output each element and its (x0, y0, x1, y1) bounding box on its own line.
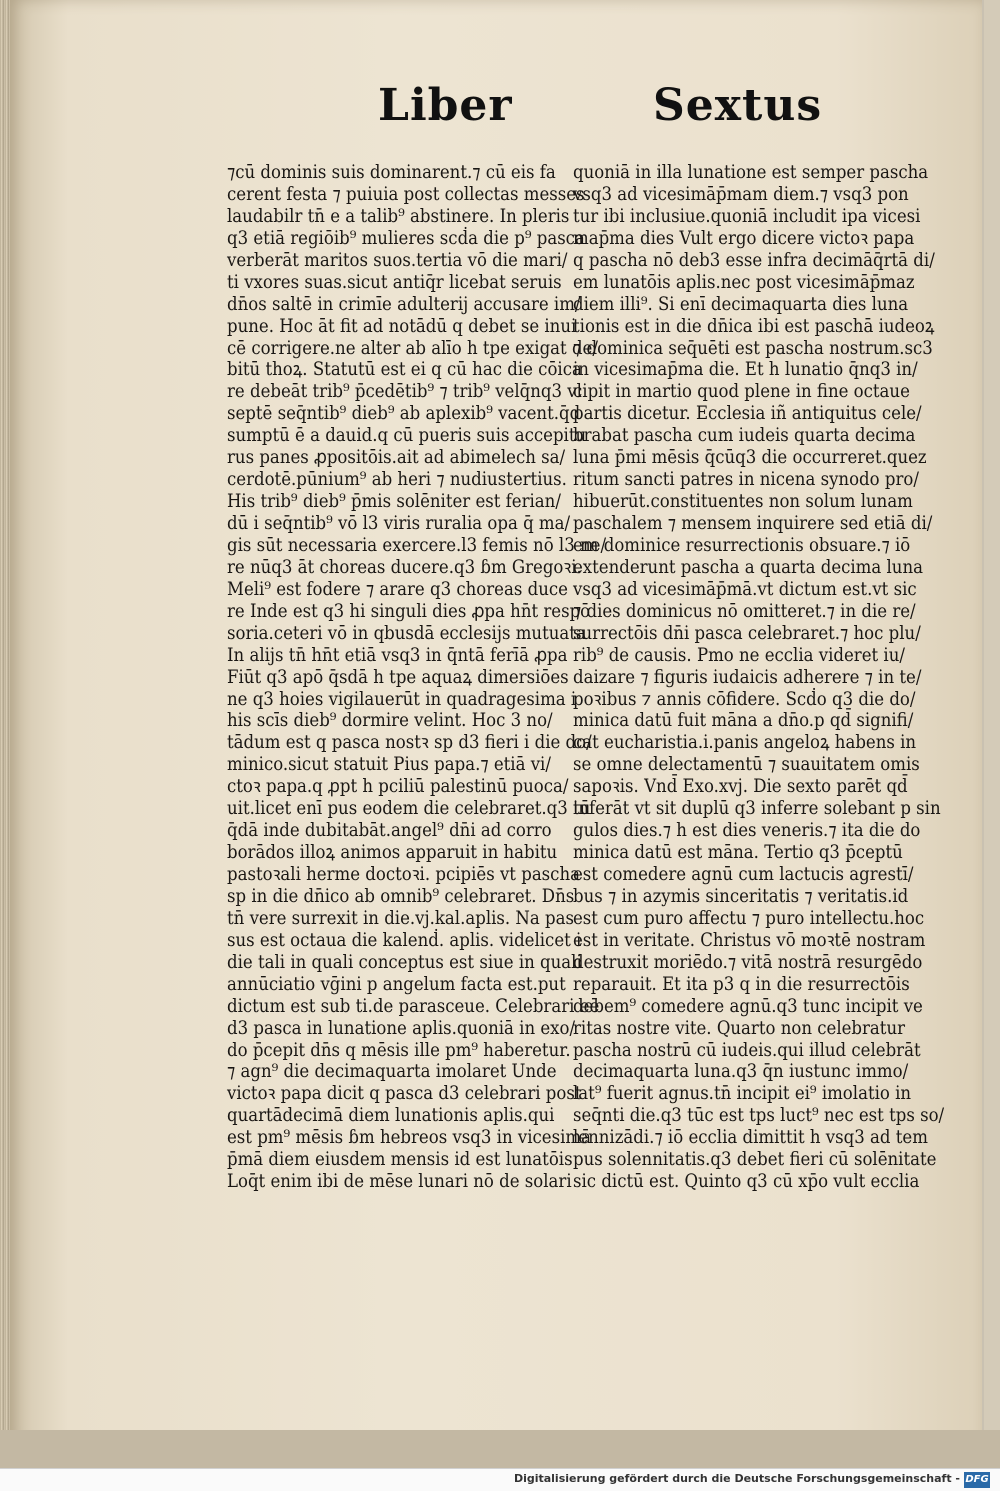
book-bottom-shadow (0, 1430, 1000, 1468)
text-line: His trib⁹ dieb⁹ p̄mis solēniter est ferian/ (227, 491, 561, 513)
text-line: soria.ceteri vō in qbusdā ecclesijs mutuata (227, 622, 586, 644)
text-line: hibuerūt.constituentes non solum lunam (573, 491, 913, 513)
text-line: vsq3 ad vicesimāp̄mā.vt dictum est.vt sic (573, 578, 917, 600)
text-line: tn̄ vere surrexit in die.vj.kal.aplis. Na pas (227, 907, 575, 929)
text-line: ⁊cū dominis suis dominarent.⁊ cū eis fa (227, 162, 556, 183)
text-line: est in veritate. Christus vō moꝛtē nostram (573, 929, 926, 951)
text-line: em dominice resurrectionis obsuare.⁊ iō (573, 534, 911, 556)
text-line: bus ⁊ in azymis sinceritatis ⁊ veritatis.id (573, 885, 909, 907)
text-line: die tali in quali conceptus est siue in quali (227, 951, 582, 973)
text-line: Loq̄t enim ibi de mēse lunari nō de solari (227, 1171, 572, 1193)
text-line: gis sūt necessaria exercere.l3 femis nō l3 ne/ (227, 534, 607, 556)
text-line: dū i seq̄ntib⁹ vō l3 viris ruralia opa q̄ ma/ (227, 513, 571, 534)
text-line: ritum sancti patres in nicena synodo pro/ (573, 469, 919, 491)
text-line: se omne delectamentū ⁊ suauitatem omis (573, 754, 920, 776)
text-line: lat⁹ fuerit agnus.tn̄ incipit ei⁹ imolatio in (573, 1083, 912, 1105)
text-line: paschalem ⁊ mensem inquirere sed etiā di/ (573, 513, 933, 534)
text-line: extenderunt pascha a quarta decima luna (573, 556, 924, 578)
text-line: ritas nostre vite. Quarto non celebratur (573, 1017, 906, 1039)
text-line: ti vxores suas.sicut antiq̄r licebat seruis (227, 271, 562, 293)
text-line: dictum est sub ti.de parasceue. Celebrari eē (227, 995, 600, 1017)
running-head-right: Sextus (653, 80, 823, 131)
text-line: quartādecimā diem lunationis aplis.qui (227, 1105, 555, 1127)
text-line: laudabilr tn̄ e a talib⁹ abstinere. In pleris (227, 205, 570, 227)
text-line: inferāt vt sit duplū q3 inferre solebant p sin (573, 798, 941, 820)
text-line: q̄dā inde dubitabāt.angel⁹ dn̄i ad corro (227, 820, 552, 842)
text-line: In alijs tn̄ hn̄t etiā vsq3 in q̄ntā ferīā ꝓpa (227, 644, 568, 666)
text-line: minica datū fuit māna a dn̄o.p qd̄ signifi/ (573, 710, 914, 732)
text-line: est cum puro affectu ⁊ puro intellectu.hoc (573, 907, 925, 929)
text-line: minico.sicut statuit Pius papa.⁊ etiā vi/ (227, 754, 551, 776)
text-line: cerent festa ⁊ puiuia post collectas messes (227, 183, 585, 205)
text-line: ⁊ dominica seq̄uēti est pascha nostrum.sc3 (573, 337, 933, 359)
text-line: uit.licet enī pus eodem die celebraret.q3 tū (227, 798, 591, 820)
text-line: pascha nostrū cū iudeis.qui illud celebrāt (573, 1039, 921, 1061)
text-line: Fiūt q3 apō q̄sdā h tpe aquaꝝ dimersiōes (227, 666, 569, 688)
text-line: sic dictū est. Quinto q3 cū xp̄o vult ecclia (573, 1171, 920, 1193)
footer-bar (0, 1468, 1000, 1491)
text-line: seq̄nti die.q3 tūc est tps luct⁹ nec est tps so/ (573, 1105, 945, 1127)
text-line: dn̄os saltē in crimīe adulterij accusare im/ (227, 293, 581, 315)
text-line: victoꝛ papa dicit q pasca d3 celebrari post (227, 1083, 582, 1105)
text-line: d3 pasca in lunatione aplis.quoniā in exo/ (227, 1017, 576, 1039)
text-line: annūciatio vḡini p angelum facta est.put (227, 973, 566, 995)
text-line: gulos dies.⁊ h est dies veneris.⁊ ita die do (573, 820, 921, 842)
text-line: re nūq3 āt choreas ducere.q3 ɓm Gregoꝛi. (227, 556, 582, 578)
text-line: sp in die dn̄ico ab omnib⁹ celebraret. Dn̄s (227, 885, 575, 907)
text-line: decimaquarta luna.q3 q̄n iustunc immo/ (573, 1061, 909, 1083)
text-line: luna p̄mi mēsis q̄cūq3 die occurreret.quez (573, 447, 927, 469)
text-line: septē seq̄ntib⁹ dieb⁹ ab aplexib⁹ vacent.q̄d (227, 403, 581, 425)
text-line: borādos illoꝝ animos apparuit in habitu (227, 842, 558, 864)
text-line: re debeāt trib⁹ p̄cedētib⁹ ⁊ trib⁹ velq̄nq3 vl (227, 381, 582, 403)
text-line: ⁊ agn⁹ die decimaquarta imolaret Unde (227, 1061, 557, 1083)
text-line: partis dicetur. Ecclesia iñ antiquitus cele/ (573, 403, 922, 425)
text-line: poꝛibus ⁊ annis cōfidere. Scḋo q3 die do/ (573, 688, 916, 710)
text-line: rus panes ꝓpositōis.ait ad abimelech sa/ (227, 447, 566, 469)
running-head-left: Liber (378, 80, 513, 131)
text-line: surrectōis dn̄i pasca celebraret.⁊ hoc plu/ (573, 622, 921, 644)
text-line: do p̄cepit dn̄s q mēsis ille pm⁹ haberetur. (227, 1039, 571, 1061)
dfg-logo: DFG (964, 1472, 990, 1488)
text-line: sumptū ē a dauid.q cū pueris suis accepitu (227, 425, 587, 447)
text-line: q pascha nō deb3 esse infra decimāq̄rtā di/ (573, 249, 935, 271)
text-line: bitū thoꝝ. Statutū est ei q cū hac die cōica (227, 359, 582, 381)
text-line: pune. Hoc āt fit ad notādū q debet se inui (227, 315, 577, 337)
text-line: tur ibi inclusiue.quoniā includit ipa vicesi (573, 205, 921, 227)
text-line: reparauit. Et ita p3 q in die resurrectōis (573, 973, 910, 995)
text-line: brabat pascha cum iudeis quarta decima (573, 425, 916, 447)
text-line: diem illi⁹. Si enī decimaquarta dies luna (573, 293, 909, 315)
text-line: minica datū est māna. Tertio q3 p̄ceptū (573, 842, 903, 864)
text-line: pastoꝛali herme doctoꝛi. pcipiēs vt pascha (227, 864, 580, 885)
text-line: quoniā in illa lunatione est semper pascha (573, 162, 929, 183)
text-line: map̄ma dies Vult ergo dicere victoꝛ papa (573, 227, 915, 249)
text-line: cat eucharistia.i.panis angeloꝝ habens in (573, 732, 917, 754)
text-line: daizare ⁊ figuris iudaicis adherere ⁊ in te/ (573, 666, 922, 688)
text-line: ctoꝛ papa.q ꝓpt h pciliū palestinū puoca/ (227, 776, 569, 798)
text-line: q3 etiā regiōib⁹ mulieres scḋa die p⁹ pasca (227, 227, 585, 249)
text-line: cipit in martio quod plene in fine octaue (573, 381, 910, 403)
funding-note: Digitalisierung gefördert durch die Deutsche Forschungsgemeinschaft - (513, 1472, 960, 1485)
text-line: rib⁹ de causis. Pmo ne ecclia videret iu/ (573, 644, 905, 666)
text-line: re Inde est q3 hi singuli dies ꝓpa hn̄t respō (227, 600, 591, 622)
text-line: est pm⁹ mēsis ɓm hebreos vsq3 in vicesimā (227, 1127, 591, 1149)
text-line: pus solennitatis.q3 debet fieri cū solēnitate (573, 1149, 937, 1171)
text-line: cerdotē.pūnium⁹ ab heri ⁊ nudiustertius. (227, 469, 567, 491)
text-line: em lunatōis aplis.nec post vicesimāp̄maz (573, 271, 915, 293)
text-line: sus est octaua die kalenḋ. aplis. videlicet i (227, 929, 582, 951)
text-line: tionis est in die dn̄ica ibi est paschā iudeoꝝ (573, 315, 935, 337)
text-line: ⁊ dies dominicus nō omitteret.⁊ in die re/ (573, 600, 916, 622)
text-line: lennizādi.⁊ iō ecclia dimittit h vsq3 ad tem (573, 1127, 928, 1149)
text-line: vsq3 ad vicesimāp̄mam diem.⁊ vsq3 pon (573, 183, 909, 205)
text-column-right (573, 162, 944, 1193)
text-line: debem⁹ comedere agnū.q3 tunc incipit ve (573, 995, 923, 1017)
text-line: est comedere agnū cum lactucis agrestī/ (573, 864, 914, 885)
text-line: Meli⁹ est fodere ⁊ arare q3 choreas duce (227, 578, 568, 600)
text-line: p̄mā diem eiusdem mensis id est lunatōis (227, 1149, 573, 1171)
text-line: sapoꝛis. Vnd̄ Exo.xvj. Die sexto parēt qd̄ (573, 776, 908, 798)
text-line: verberāt maritos suos.tertia vō die mari/ (227, 249, 568, 271)
text-line: cē corrigere.ne alter ab alīo h tpe exigat de/ (227, 337, 598, 359)
text-line: ne q3 hoies vigilauerūt in quadragesima i (227, 688, 577, 710)
text-line: in vicesimap̄ma die. Et h lunatio q̄nq3 in/ (573, 359, 918, 381)
text-line: destruxit moriēdo.⁊ vitā nostrā resurgēdo (573, 951, 923, 973)
page-edge-right (984, 0, 1000, 1462)
text-line: his scīs dieb⁹ dormire velint. Hoc 3 no/ (227, 710, 553, 732)
text-column-left (227, 162, 606, 1193)
text-line: tādum est q pasca nostꝛ sp d3 fieri i die do/ (227, 732, 592, 754)
